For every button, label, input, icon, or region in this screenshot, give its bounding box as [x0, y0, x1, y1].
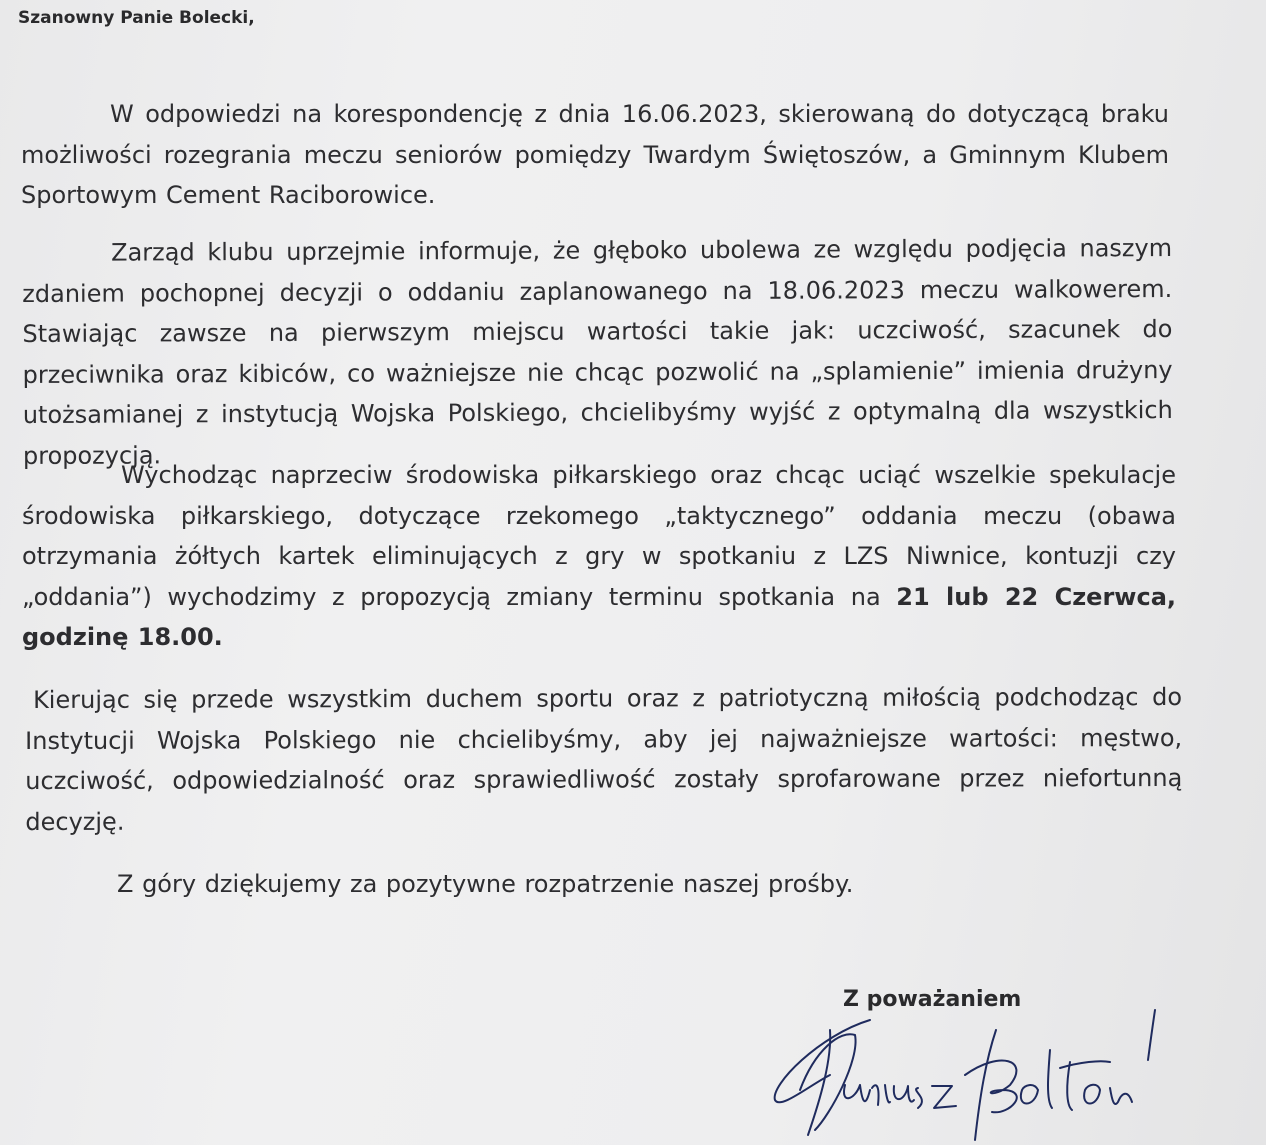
proposal-text: Wychodząc naprzeciw środowiska piłkarskiego oraz chcąc uciąć wszelkie spekulacje środowiska piłkarskiego, dotyczące rzekomego „taktycznego” oddania meczu (obawa otrzymania żółtych kartek eliminujących z gry w spotkaniu z LZS Niwnice, kontuzji czy „oddania”) wychodzimy z propozycją zmiany terminu spotkania na [22, 461, 1176, 611]
paragraph-proposal [22, 455, 1176, 658]
paragraph-reference: W odpowiedzi na korespondencję z dnia 16.06.2023, skierowaną do dotyczącą braku możliwości rozegrania meczu seniorów pomiędzy Twardym Świętoszów, a Gminnym Klubem Sportowym Cement Raciborowice. [21, 100, 1169, 209]
proposal-date-time: 21 lub 22 Czerwca, godzinę 18.00. [22, 582, 1177, 651]
paragraph-values: Kierując się przede wszystkim duchem sportu oraz z patriotyczną miłością podchodząc do Instytucji Wojska Polskiego nie chcielibyśmy, aby jej najważniejsze wartości: męstwo, uczciwość, odpowiedzialność oraz sprawiedliwość zostały sprofarowane przez niefortunną decyzję. [25, 682, 1183, 836]
handwritten-signature [760, 990, 1180, 1145]
paragraph-thanks: Z góry dziękujemy za pozytywne rozpatrzenie naszej prośby. [117, 870, 854, 898]
closing-phrase: Z poważaniem [843, 987, 1022, 1012]
salutation: Szanowny Panie Bolecki, [18, 8, 255, 28]
paragraph-board-statement: Zarząd klubu uprzejmie informuje, że głęboko ubolewa ze względu podjęcia naszym zdaniem pochopnej decyzji o oddaniu zaplanowanego na 18.06.2023 meczu walkowerem. Stawiając zawsze na pierwszym miejscu wartości takie jak: uczciwość, szacunek do przeciwnika oraz kibiców, co ważniejsze nie chcąc pozwolić na „splamienie” imienia drużyny utożsamianej z instytucją Wojska Polskiego, chcielibyśmy wyjść z optymalną dla wszystkich propozycją. [22, 233, 1173, 470]
